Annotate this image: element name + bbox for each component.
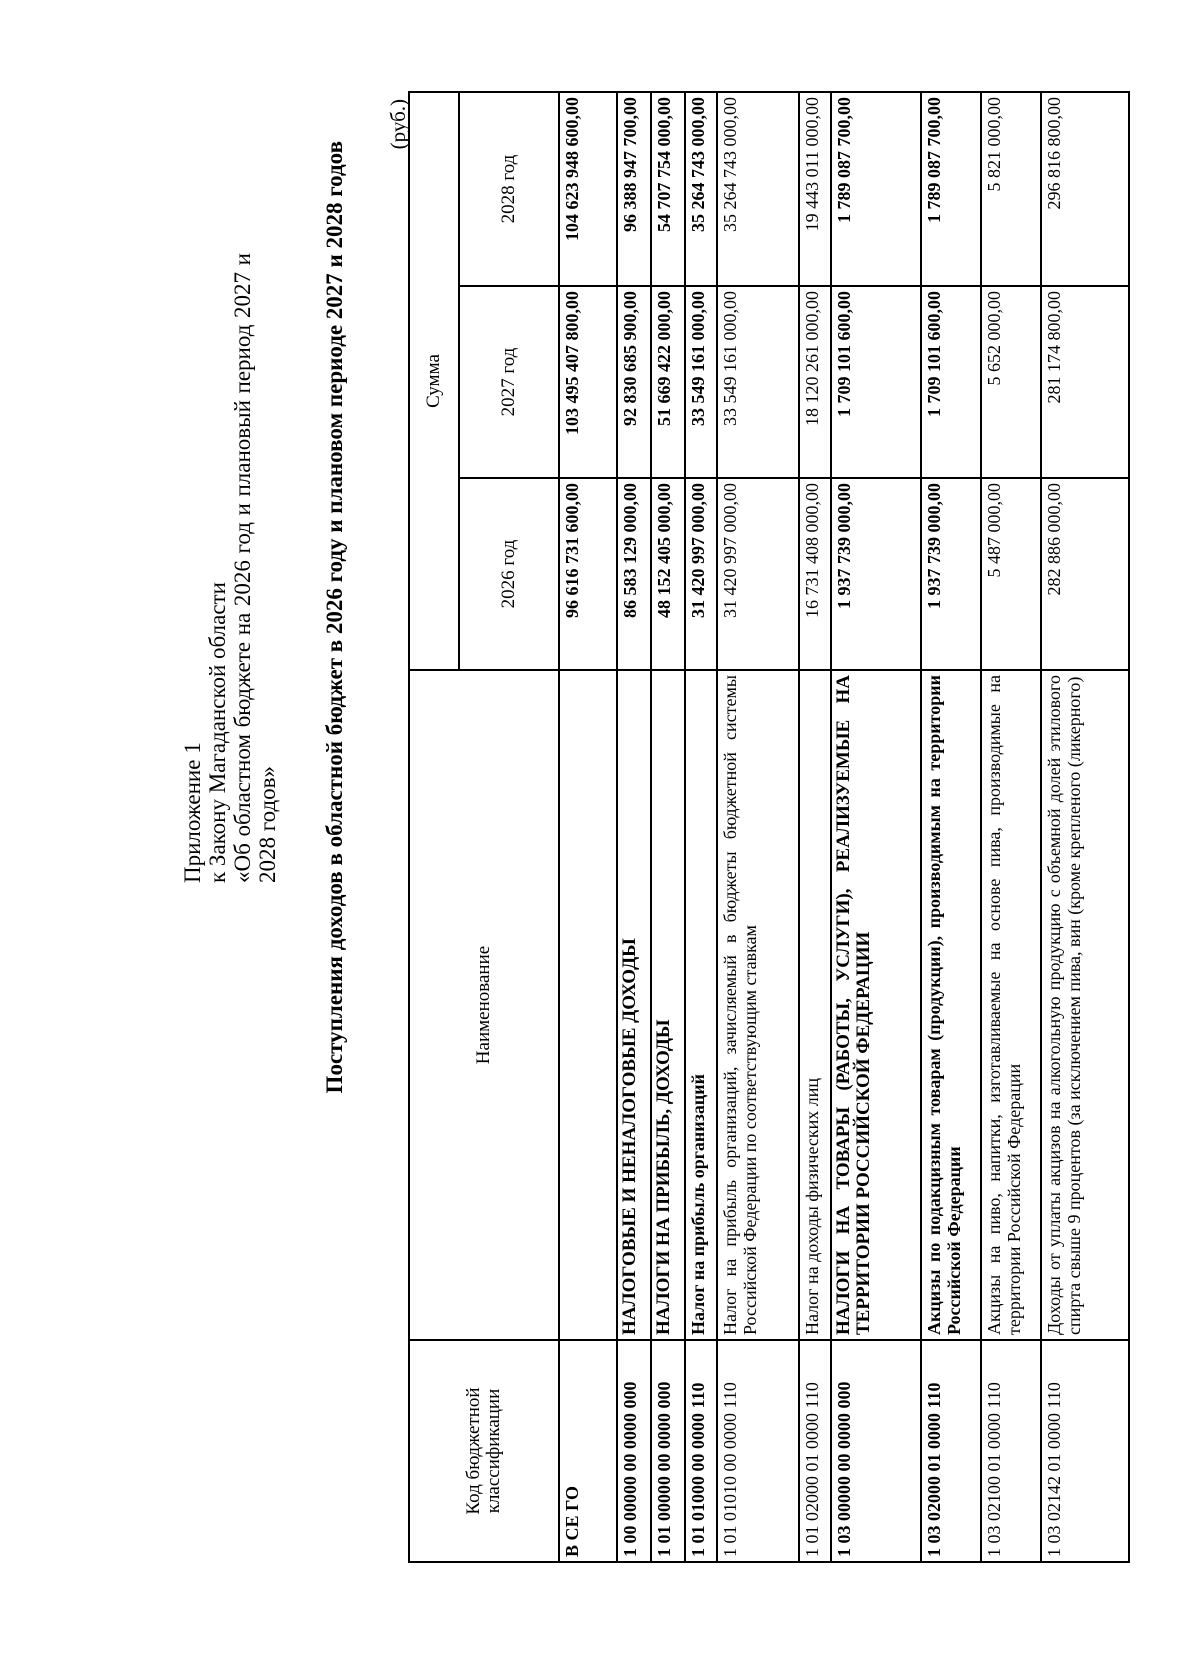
row-value-2027: 103 495 407 800,00 <box>559 286 617 478</box>
row-value-2028: 1 789 087 700,00 <box>921 92 981 286</box>
row-name <box>559 670 617 1340</box>
appendix-line-1: Приложение 1 <box>180 742 205 883</box>
row-value-2027: 33 549 161 000,00 <box>717 286 799 478</box>
row-name: НАЛОГИ НА ПРИБЫЛЬ, ДОХОДЫ <box>651 670 685 1340</box>
table-row <box>831 92 921 1562</box>
row-value-2026: 96 616 731 600,00 <box>559 478 617 670</box>
row-code: 1 01 02000 01 0000 110 <box>799 1340 831 1562</box>
row-value-2026: 31 420 997 000,00 <box>685 478 717 670</box>
row-value-2026: 48 152 405 000,00 <box>651 478 685 670</box>
row-value-2028: 1 789 087 700,00 <box>831 92 921 286</box>
table-row <box>981 92 1041 1562</box>
row-code: 1 03 02100 01 0000 110 <box>981 1340 1041 1562</box>
row-value-2028: 19 443 011 000,00 <box>799 92 831 286</box>
table-row <box>651 92 685 1562</box>
row-value-2026: 86 583 129 000,00 <box>617 478 651 670</box>
row-value-2027: 1 709 101 600,00 <box>921 286 981 478</box>
row-code: 1 03 02142 01 0000 110 <box>1041 1340 1129 1562</box>
row-value-2026: 31 420 997 000,00 <box>717 478 799 670</box>
row-code: 1 03 00000 00 0000 000 <box>831 1340 921 1562</box>
row-code: В СЕ ГО <box>559 1340 617 1562</box>
appendix-header <box>180 253 280 883</box>
appendix-line-2: к Закону Магаданской области <box>205 582 230 883</box>
row-code: 1 03 02000 01 0000 110 <box>921 1340 981 1562</box>
row-code: 1 00 00000 00 0000 000 <box>617 1340 651 1562</box>
row-name: Налог на доходы физических лиц <box>799 670 831 1340</box>
row-code: 1 01 01000 00 0000 110 <box>685 1340 717 1562</box>
row-value-2027: 1 709 101 600,00 <box>831 286 921 478</box>
row-value-2028: 5 821 000,00 <box>981 92 1041 286</box>
row-value-2027: 33 549 161 000,00 <box>685 286 717 478</box>
table-row <box>1041 92 1129 1562</box>
row-value-2027: 5 652 000,00 <box>981 286 1041 478</box>
row-code: 1 01 01010 00 0000 110 <box>717 1340 799 1562</box>
table-row <box>799 92 831 1562</box>
header-name: Наименование <box>409 670 559 1340</box>
row-value-2028: 296 816 800,00 <box>1041 92 1129 286</box>
row-name: Налог на прибыль организаций <box>685 670 717 1340</box>
row-value-2026: 282 886 000,00 <box>1041 478 1129 670</box>
row-name: Акцизы по подакцизным товарам (продукции), производимым на территории Российской Федерации <box>921 670 981 1340</box>
header-code: Код бюджетной классификации <box>409 1340 559 1562</box>
row-value-2026: 1 937 739 000,00 <box>921 478 981 670</box>
header-year-2028: 2028 год <box>459 92 559 286</box>
row-name: Доходы от уплаты акцизов на алкогольную продукцию с объемной долей этилового спирта свыше 9 процентов (за исключением пива, вин (кроме крепленого (ликерного) <box>1041 670 1129 1340</box>
row-name: НАЛОГИ НА ТОВАРЫ (РАБОТЫ, УСЛУГИ), РЕАЛИЗУЕМЫЕ НА ТЕРРИТОРИИ РОССИЙСКОЙ ФЕДЕРАЦИИ <box>831 670 921 1340</box>
table-row <box>717 92 799 1562</box>
row-value-2026: 1 937 739 000,00 <box>831 478 921 670</box>
row-value-2027: 51 669 422 000,00 <box>651 286 685 478</box>
row-value-2028: 96 388 947 700,00 <box>617 92 651 286</box>
header-year-2027: 2027 год <box>459 286 559 478</box>
row-value-2028: 54 707 754 000,00 <box>651 92 685 286</box>
header-year-2026: 2026 год <box>459 478 559 670</box>
row-name: Акцизы на пиво, напитки, изготавливаемые на основе пива, производимые на территории Российской Федерации <box>981 670 1041 1340</box>
report-title: Поступления доходов в областной бюджет в 2026 году и плановом периоде 2027 и 2028 годов <box>322 141 347 1094</box>
row-value-2026: 16 731 408 000,00 <box>799 478 831 670</box>
table-row <box>685 92 717 1562</box>
row-value-2027: 92 830 685 900,00 <box>617 286 651 478</box>
row-value-2028: 104 623 948 600,00 <box>559 92 617 286</box>
row-name: Налог на прибыль организаций, зачисляемый в бюджеты бюджетной системы Российской Федерации по соответствующим ставкам <box>717 670 799 1340</box>
income-table <box>408 91 1130 1563</box>
row-value-2026: 5 487 000,00 <box>981 478 1041 670</box>
table-row <box>617 92 651 1562</box>
appendix-line-3: «Об областном бюджете на 2026 год и плановый период 2027 и 2028 годов» <box>230 253 280 883</box>
table-row <box>921 92 981 1562</box>
row-value-2027: 18 120 261 000,00 <box>799 286 831 478</box>
row-value-2028: 35 264 743 000,00 <box>685 92 717 286</box>
row-code: 1 01 00000 00 0000 000 <box>651 1340 685 1562</box>
header-sum: Сумма <box>409 92 459 670</box>
row-value-2028: 35 264 743 000,00 <box>717 92 799 286</box>
currency-unit: (руб.) <box>386 99 410 150</box>
table-row <box>559 92 617 1562</box>
row-value-2027: 281 174 800,00 <box>1041 286 1129 478</box>
row-name: НАЛОГОВЫЕ И НЕНАЛОГОВЫЕ ДОХОДЫ <box>617 670 651 1340</box>
